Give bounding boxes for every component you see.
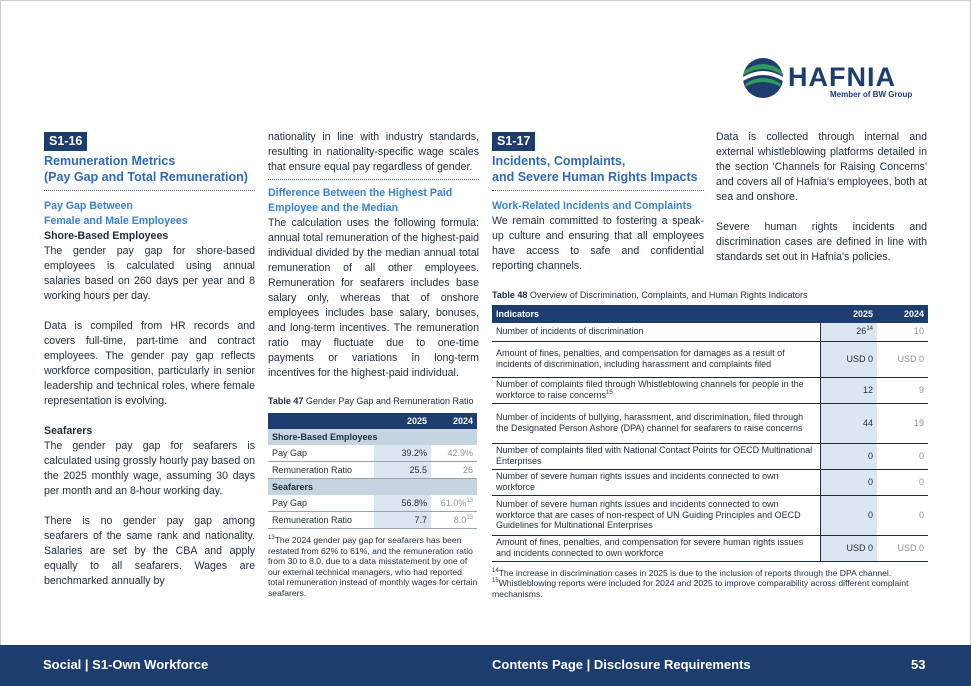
value-2025: 12	[821, 377, 878, 403]
indicator-label: Number of severe human rights issues and incidents connected to own workforce	[492, 469, 821, 495]
table48-caption: Table 48 Overview of Discrimination, Complaints, and Human Rights Indicators	[492, 290, 808, 300]
table48	[492, 305, 928, 562]
s116-title: Remuneration Metrics (Pay Gap and Total Remuneration)	[44, 154, 248, 184]
table-group-row: Shore-Based Employees	[268, 429, 477, 445]
value-2025: USD 0	[821, 341, 878, 377]
value-2024: 0	[877, 469, 928, 495]
value-2024: 10	[877, 323, 928, 341]
indicator-label: Number of severe human rights issues and incidents connected to own workforce that are cases of non-respect of UN Guiding Principles and OECD Guidelines for Multinational Enterprises	[492, 495, 821, 535]
value-2024: USD 0	[877, 535, 928, 561]
table-row	[492, 403, 928, 443]
table-row	[492, 341, 928, 377]
value-2025: 0	[821, 443, 878, 469]
value-2024: 0	[877, 495, 928, 535]
s117-title: Incidents, Complaints, and Severe Human Rights Impacts	[492, 154, 698, 184]
seafarers-heading: Seafarers	[44, 425, 93, 437]
footnote-15: $^{15}$Whistleblowing reports were included for 2024 and 2025 to improve comparability across different complaint mechanisms.	[492, 578, 909, 599]
table-row	[492, 469, 928, 495]
table48-body	[492, 323, 928, 561]
s117-column-2	[716, 130, 927, 265]
shore-paragraph-1: The gender pay gap for shore-based employees is calculated using annual salaries based on 260 days per year and 8 working hours per day.	[44, 245, 255, 302]
table-row: Pay Gap 56.8% 61.0%$^{13}$	[268, 495, 477, 512]
shore-based-heading: Shore-Based Employees	[44, 230, 169, 242]
value-2025: 44	[821, 403, 878, 443]
value-2025: $26^{14}$	[821, 323, 878, 341]
table-group-row: Seafarers	[268, 479, 477, 496]
s117-right-paragraph-1: Data is collected through internal and external whistleblowing platforms detailed in the section 'Channels for Raising Concerns' and covers all of Hafnia's employees, both at sea and onshore.	[716, 131, 927, 203]
table-header-row: 2025 2024	[268, 413, 477, 429]
pay-gap-subheading: Pay Gap Between Female and Male Employees	[44, 200, 188, 227]
indicator-label: Amount of fines, penalties, and compensation for damages as a result of incidents of discrimination, including harassment and complaints filed	[492, 341, 821, 377]
table-row	[492, 377, 928, 403]
section-badge-s117: S1-17	[492, 132, 535, 151]
table-row	[492, 535, 928, 561]
difference-paragraph: The calculation uses the following formula: annual total remuneration of the highest-paid individual divided by the median annual total remuneration of all other employees. Remuneration for seafarers includes base salary only, whereas that of onshore employees includes base salary, bonuses, and long-term incentives. The remuneration ratio may fluctuate due to one-time payments or variations in long-term incentives for the highest-paid individual.	[268, 217, 479, 379]
dotted-divider	[44, 190, 255, 191]
table47-caption: Table 47 Gender Pay Gap and Remuneration Ratio	[268, 396, 474, 406]
hafnia-logo	[742, 57, 927, 102]
s117-right-paragraph-2: Severe human rights incidents and discrimination cases are defined in line with standards set out in Hafnia's policies.	[716, 221, 927, 263]
globe-logo-icon	[742, 57, 784, 99]
value-2024: 9	[877, 377, 928, 403]
section-badge-s116: S1-16	[44, 132, 87, 151]
table48-block	[492, 289, 928, 599]
table47-footnote: $^{13}$The 2024 gender pay gap for seafarers has been restated from 62% to 61%, and the remuneration ratio from 30 to 8.0, due to a data misstatement by one of our external technical managers, who had reported total remuneration instead of monthly wages for certain seafarers.	[268, 535, 478, 598]
table-row: Remuneration Ratio 25.5 26	[268, 462, 477, 479]
page-footer	[0, 645, 971, 686]
dotted-divider	[268, 179, 479, 180]
table-row: Pay Gap 39.2% 42.9%	[268, 445, 477, 462]
table-row: Remuneration Ratio 7.7 $8.0^{13}$	[268, 512, 477, 529]
table-row	[492, 443, 928, 469]
indicator-label: Number of complaints filed through Whistleblowing channels for people in the workforce to raise concerns$^{15}$	[492, 377, 821, 403]
shore-paragraph-2: Data is compiled from HR records and covers full-time, part-time and contract employees. The gender pay gap reflects workforce composition, particularly in senior leadership and technical roles, where female representation is evolving.	[44, 320, 255, 407]
dotted-divider	[492, 190, 704, 191]
seafarers-paragraph-1: The gender pay gap for seafarers is calculated using grossly hourly pay based on the 2025 monthly wage, assuming 30 days per month and an 8-hour working day.	[44, 440, 255, 497]
table-row	[492, 495, 928, 535]
table-row	[492, 323, 928, 341]
table48-footnotes	[492, 568, 928, 600]
s116-column-1	[44, 132, 255, 589]
s116-column-2	[268, 130, 479, 599]
indicator-label: Amount of fines, penalties, and compensation for severe human rights issues and incidents connected to own workforce	[492, 535, 821, 561]
indicator-label: Number of incidents of discrimination	[492, 323, 821, 341]
value-2024: 0	[877, 443, 928, 469]
indicator-label: Number of incidents of bullying, harassment, and discrimination, filed through the Designated Person Ashore (DPA) channel for seafarers to raise concerns	[492, 403, 821, 443]
table47	[268, 413, 477, 529]
brand-name: HAFNIA	[788, 62, 896, 92]
value-2025: USD 0	[821, 535, 878, 561]
indicator-label: Number of complaints filed with National Contact Points for OECD Multinational Enterprises	[492, 443, 821, 469]
footer-section-link[interactable]: Social | S1-Own Workforce	[43, 657, 209, 672]
s117-column-1	[492, 132, 704, 274]
page-number: 53	[911, 657, 926, 672]
footnote-14: $^{14}$The increase in discrimination cases in 2025 is due to the inclusion of reports through the DPA channel.	[492, 567, 892, 578]
value-2024: USD 0	[877, 341, 928, 377]
col2-paragraph-1: nationality in line with industry standards, resulting in nationality-specific wage scales that ensure equal pay regardless of gender.	[268, 131, 479, 173]
value-2024: 19	[877, 403, 928, 443]
table-header-row: Indicators 2025 2024	[492, 305, 928, 323]
value-2025: 0	[821, 469, 878, 495]
difference-subheading: Difference Between the Highest Paid Employee and the Median	[268, 187, 453, 214]
work-related-subheading: Work-Related Incidents and Complaints	[492, 200, 692, 212]
footer-navigation-link[interactable]: Contents Page | Disclosure Requirements	[492, 657, 751, 672]
seafarers-paragraph-2: There is no gender pay gap among seafarers of the same rank and nationality. Salaries are set by the CBA and apply equally to all seafarers. Wages are benchmarked annually by	[44, 515, 255, 587]
s117-paragraph-1: We remain committed to fostering a speak-up culture and ensuring that all employees have access to safe and confidential reporting channels.	[492, 215, 704, 272]
value-2025: 0	[821, 495, 878, 535]
brand-tagline: Member of BW Group	[830, 90, 913, 99]
